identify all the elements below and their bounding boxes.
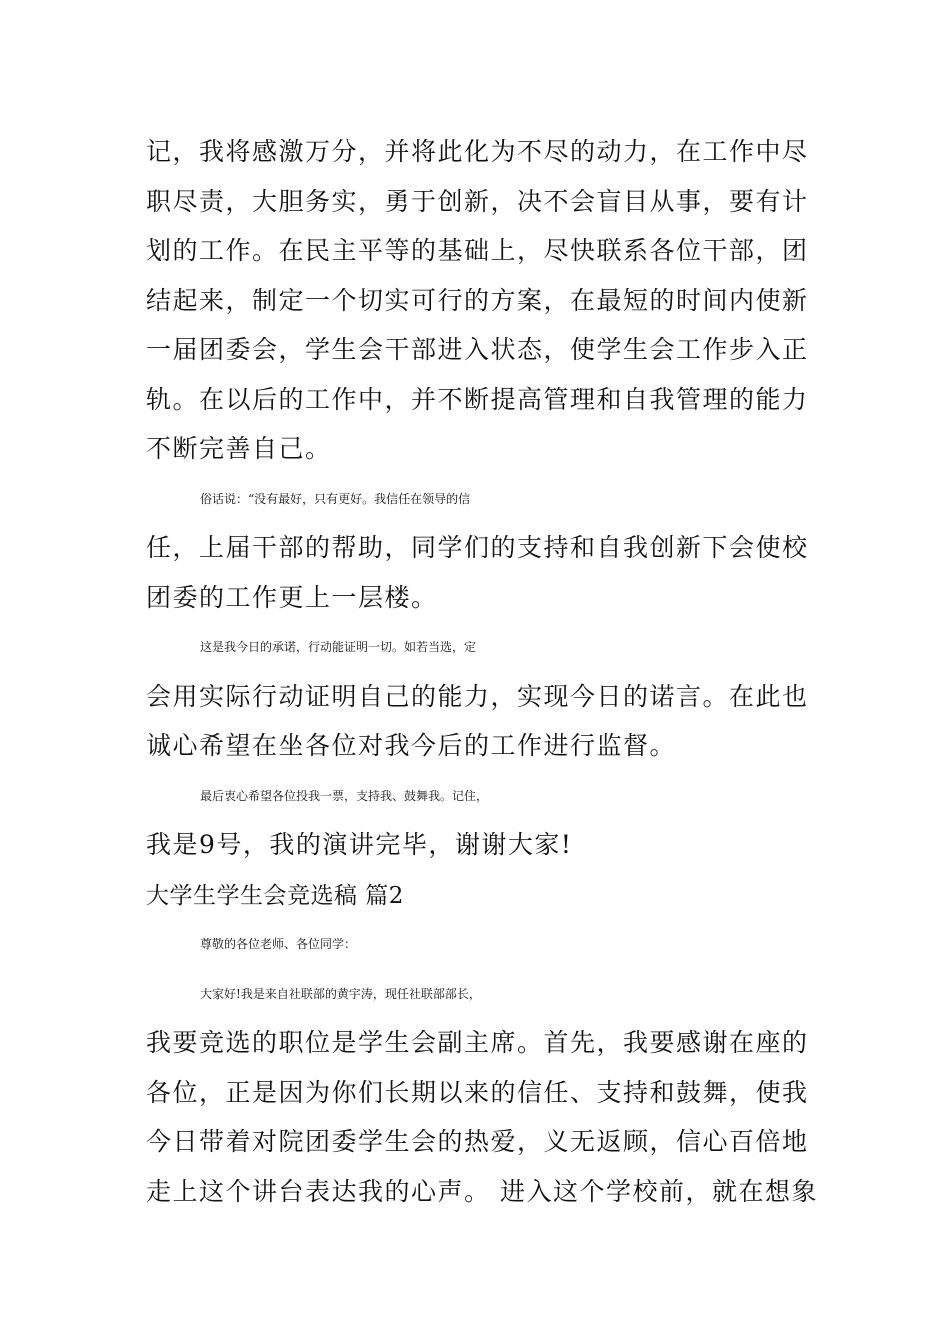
paragraph-start-line: 这是我今日的承诺，行动能证明一切。如若当选，定: [200, 640, 477, 654]
text-line: 各位，正是因为你们长期以来的信任、支持和鼓舞，使我: [146, 1078, 809, 1107]
text-line: 不断完善自己。: [146, 434, 332, 463]
text-line: 一届团委会，学生会干部进入状态，使学生会工作步入正: [146, 335, 809, 364]
paragraph-start-line: 俗话说：“没有最好，只有更好。我信任在领导的信: [200, 492, 471, 506]
text-line: 今日带着对院团委学生会的热爱，义无返顾，信心百倍地: [146, 1127, 809, 1156]
text-line: 结起来，制定一个切实可行的方案，在最短的时间内使新: [146, 286, 809, 315]
text-line: 轨。在以后的工作中，并不断提高管理和自我管理的能力: [146, 385, 809, 414]
salutation-line: 尊敬的各位老师、各位同学：: [200, 937, 357, 951]
text-line: 诚心希望在坐各位对我今后的工作进行监督。: [146, 731, 677, 760]
text-line: 团委的工作更上一层楼。: [146, 583, 438, 612]
text-line: 我是9号，我的演讲完毕，谢谢大家!: [146, 830, 573, 859]
section-heading: 大学生学生会竞选稿 篇2: [146, 883, 404, 909]
text-line: 任，上届干部的帮助，同学们的支持和自我创新下会使校: [146, 533, 809, 562]
text-line: 我要竞选的职位是学生会副主席。首先，我要感谢在座的: [146, 1028, 809, 1057]
text-line: 记，我将感激万分，并将此化为不尽的动力，在工作中尽: [146, 137, 809, 166]
paragraph-start-line: 大家好!我是来自社联部的黄宇涛，现任社联部部长，: [200, 987, 481, 1001]
text-line: 会用实际行动证明自己的能力，实现今日的诺言。在此也: [146, 682, 809, 711]
text-line: 走上这个讲台表达我的心声。 进入这个学校前，就在想象: [146, 1177, 818, 1206]
paragraph-start-line: 最后衷心希望各位投我一票，支持我、鼓舞我。记住，: [200, 789, 489, 803]
text-line: 职尽责，大胆务实，勇于创新，决不会盲目从事，要有计: [146, 187, 809, 216]
text-line: 划的工作。在民主平等的基础上，尽快联系各位干部，团: [146, 236, 809, 265]
